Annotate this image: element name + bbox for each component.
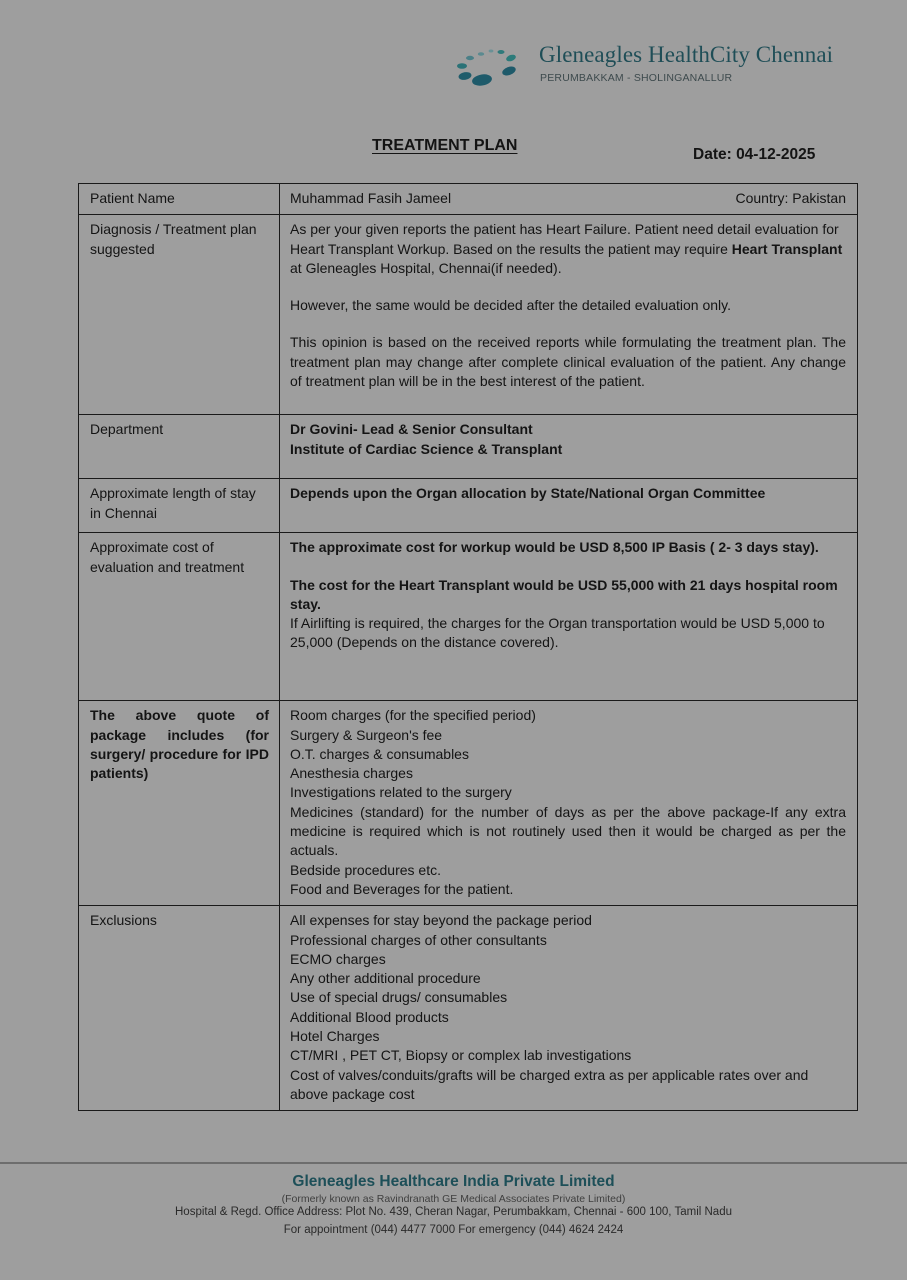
- consultant-name: Dr Govini- Lead & Senior Consultant: [290, 421, 533, 438]
- table-row-inclusions: [79, 701, 858, 906]
- diagnosis-paragraph: As per your given reports the patient has Heart Failure. Patient need detail evaluation for Heart Transplant Workup. Based on the results the patient may require Heart Transplant at Gleneagles Hospital, Chennai(if needed).: [290, 221, 843, 276]
- stay-value: Depends upon the Organ allocation by State/National Organ Committee: [280, 479, 858, 533]
- exclusion-item: Use of special drugs/ consumables: [290, 989, 508, 1006]
- exclusion-item: Additional Blood products: [290, 1008, 449, 1025]
- hospital-location: PERUMBAKKAM - SHOLINGANALLUR: [540, 72, 733, 84]
- department-name: Institute of Cardiac Science & Transplant: [290, 440, 563, 457]
- table-row-patient: [79, 184, 858, 215]
- table-row-diagnosis: [79, 215, 858, 415]
- exclusion-item: Any other additional procedure: [290, 970, 481, 987]
- patient-name-label: Patient Name: [79, 184, 280, 215]
- airlift-cost: If Airlifting is required, the charges for the Organ transportation would be USD 5,000 to 25,000 (Depends on the distance covered).: [290, 615, 825, 651]
- diagnosis-label: Diagnosis / Treatment plan suggested: [79, 215, 280, 415]
- inclusions-label: The above quote of package includes (for surgery/ procedure for IPD patients): [79, 701, 280, 906]
- footer-divider: [0, 1162, 907, 1164]
- table-row-stay: [79, 479, 858, 533]
- heart-transplant-emphasis: Heart Transplant: [731, 240, 843, 257]
- evaluation-note: However, the same would be decided after the detailed evaluation only.: [290, 297, 732, 314]
- page-title: TREATMENT PLAN: [372, 137, 518, 154]
- exclusion-item: CT/MRI , PET CT, Biopsy or complex lab investigations: [290, 1047, 632, 1064]
- exclusion-item: Cost of valves/conduits/grafts will be charged extra as per applicable rates over and above package cost: [290, 1066, 809, 1102]
- inclusion-item: O.T. charges & consumables: [290, 745, 469, 762]
- table-row-department: [79, 415, 858, 479]
- table-row-cost: [79, 533, 858, 701]
- footer: [0, 1173, 907, 1236]
- patient-name-value: Muhammad Fasih Jameel: [290, 190, 452, 206]
- inclusion-item: Medicines (standard) for the number of days as per the above package-If any extra medicine is required which is not routinely used then it would be charged as per the actuals.: [290, 803, 846, 859]
- exclusion-item: Hotel Charges: [290, 1028, 380, 1045]
- gleneagles-dots-logo-icon: [456, 44, 528, 86]
- hospital-logo: [456, 40, 876, 100]
- transplant-cost: The cost for the Heart Transplant would be USD 55,000 with 21 days hospital room stay.: [290, 576, 838, 612]
- department-label: Department: [79, 415, 280, 479]
- hospital-name: Gleneagles HealthCity Chennai: [539, 42, 834, 67]
- footer-phones: For appointment (044) 4477 7000 For emergency (044) 4624 2424: [283, 1224, 624, 1236]
- exclusion-item: ECMO charges: [290, 950, 386, 967]
- inclusion-item: Room charges (for the specified period): [290, 707, 536, 724]
- footer-address: Hospital & Regd. Office Address: Plot No. 439, Cheran Nagar, Perumbakkam, Chennai - 600 100, Tamil Nadu: [175, 1206, 732, 1218]
- exclusions-label: Exclusions: [79, 906, 280, 1111]
- document-date: Date: 04-12-2025: [693, 146, 816, 163]
- workup-cost: The approximate cost for workup would be USD 8,500 IP Basis ( 2- 3 days stay).: [290, 539, 819, 556]
- cost-label: Approximate cost of evaluation and treatment: [79, 533, 280, 701]
- patient-country: Country: Pakistan: [735, 190, 846, 206]
- stay-label: Approximate length of stay in Chennai: [79, 479, 280, 533]
- inclusion-item: Surgery & Surgeon's fee: [290, 726, 443, 743]
- opinion-disclaimer: This opinion is based on the received reports while formulating the treatment plan. The treatment plan may change after complete clinical evaluation of the patient. Any change of treatment plan will be in the best interest of the patient.: [290, 334, 846, 390]
- treatment-plan-table: [78, 183, 858, 1111]
- exclusion-item: All expenses for stay beyond the package period: [290, 912, 592, 929]
- footer-company-name: Gleneagles Healthcare India Private Limited: [292, 1173, 615, 1190]
- inclusion-item: Bedside procedures etc.: [290, 861, 441, 878]
- exclusion-item: Professional charges of other consultants: [290, 931, 547, 948]
- footer-formerly: (Formerly known as Ravindranath GE Medical Associates Private Limited): [281, 1193, 626, 1205]
- table-row-exclusions: [79, 906, 858, 1111]
- inclusion-item: Investigations related to the surgery: [290, 784, 512, 801]
- inclusion-item: Anesthesia charges: [290, 765, 413, 782]
- inclusion-item: Food and Beverages for the patient.: [290, 880, 514, 897]
